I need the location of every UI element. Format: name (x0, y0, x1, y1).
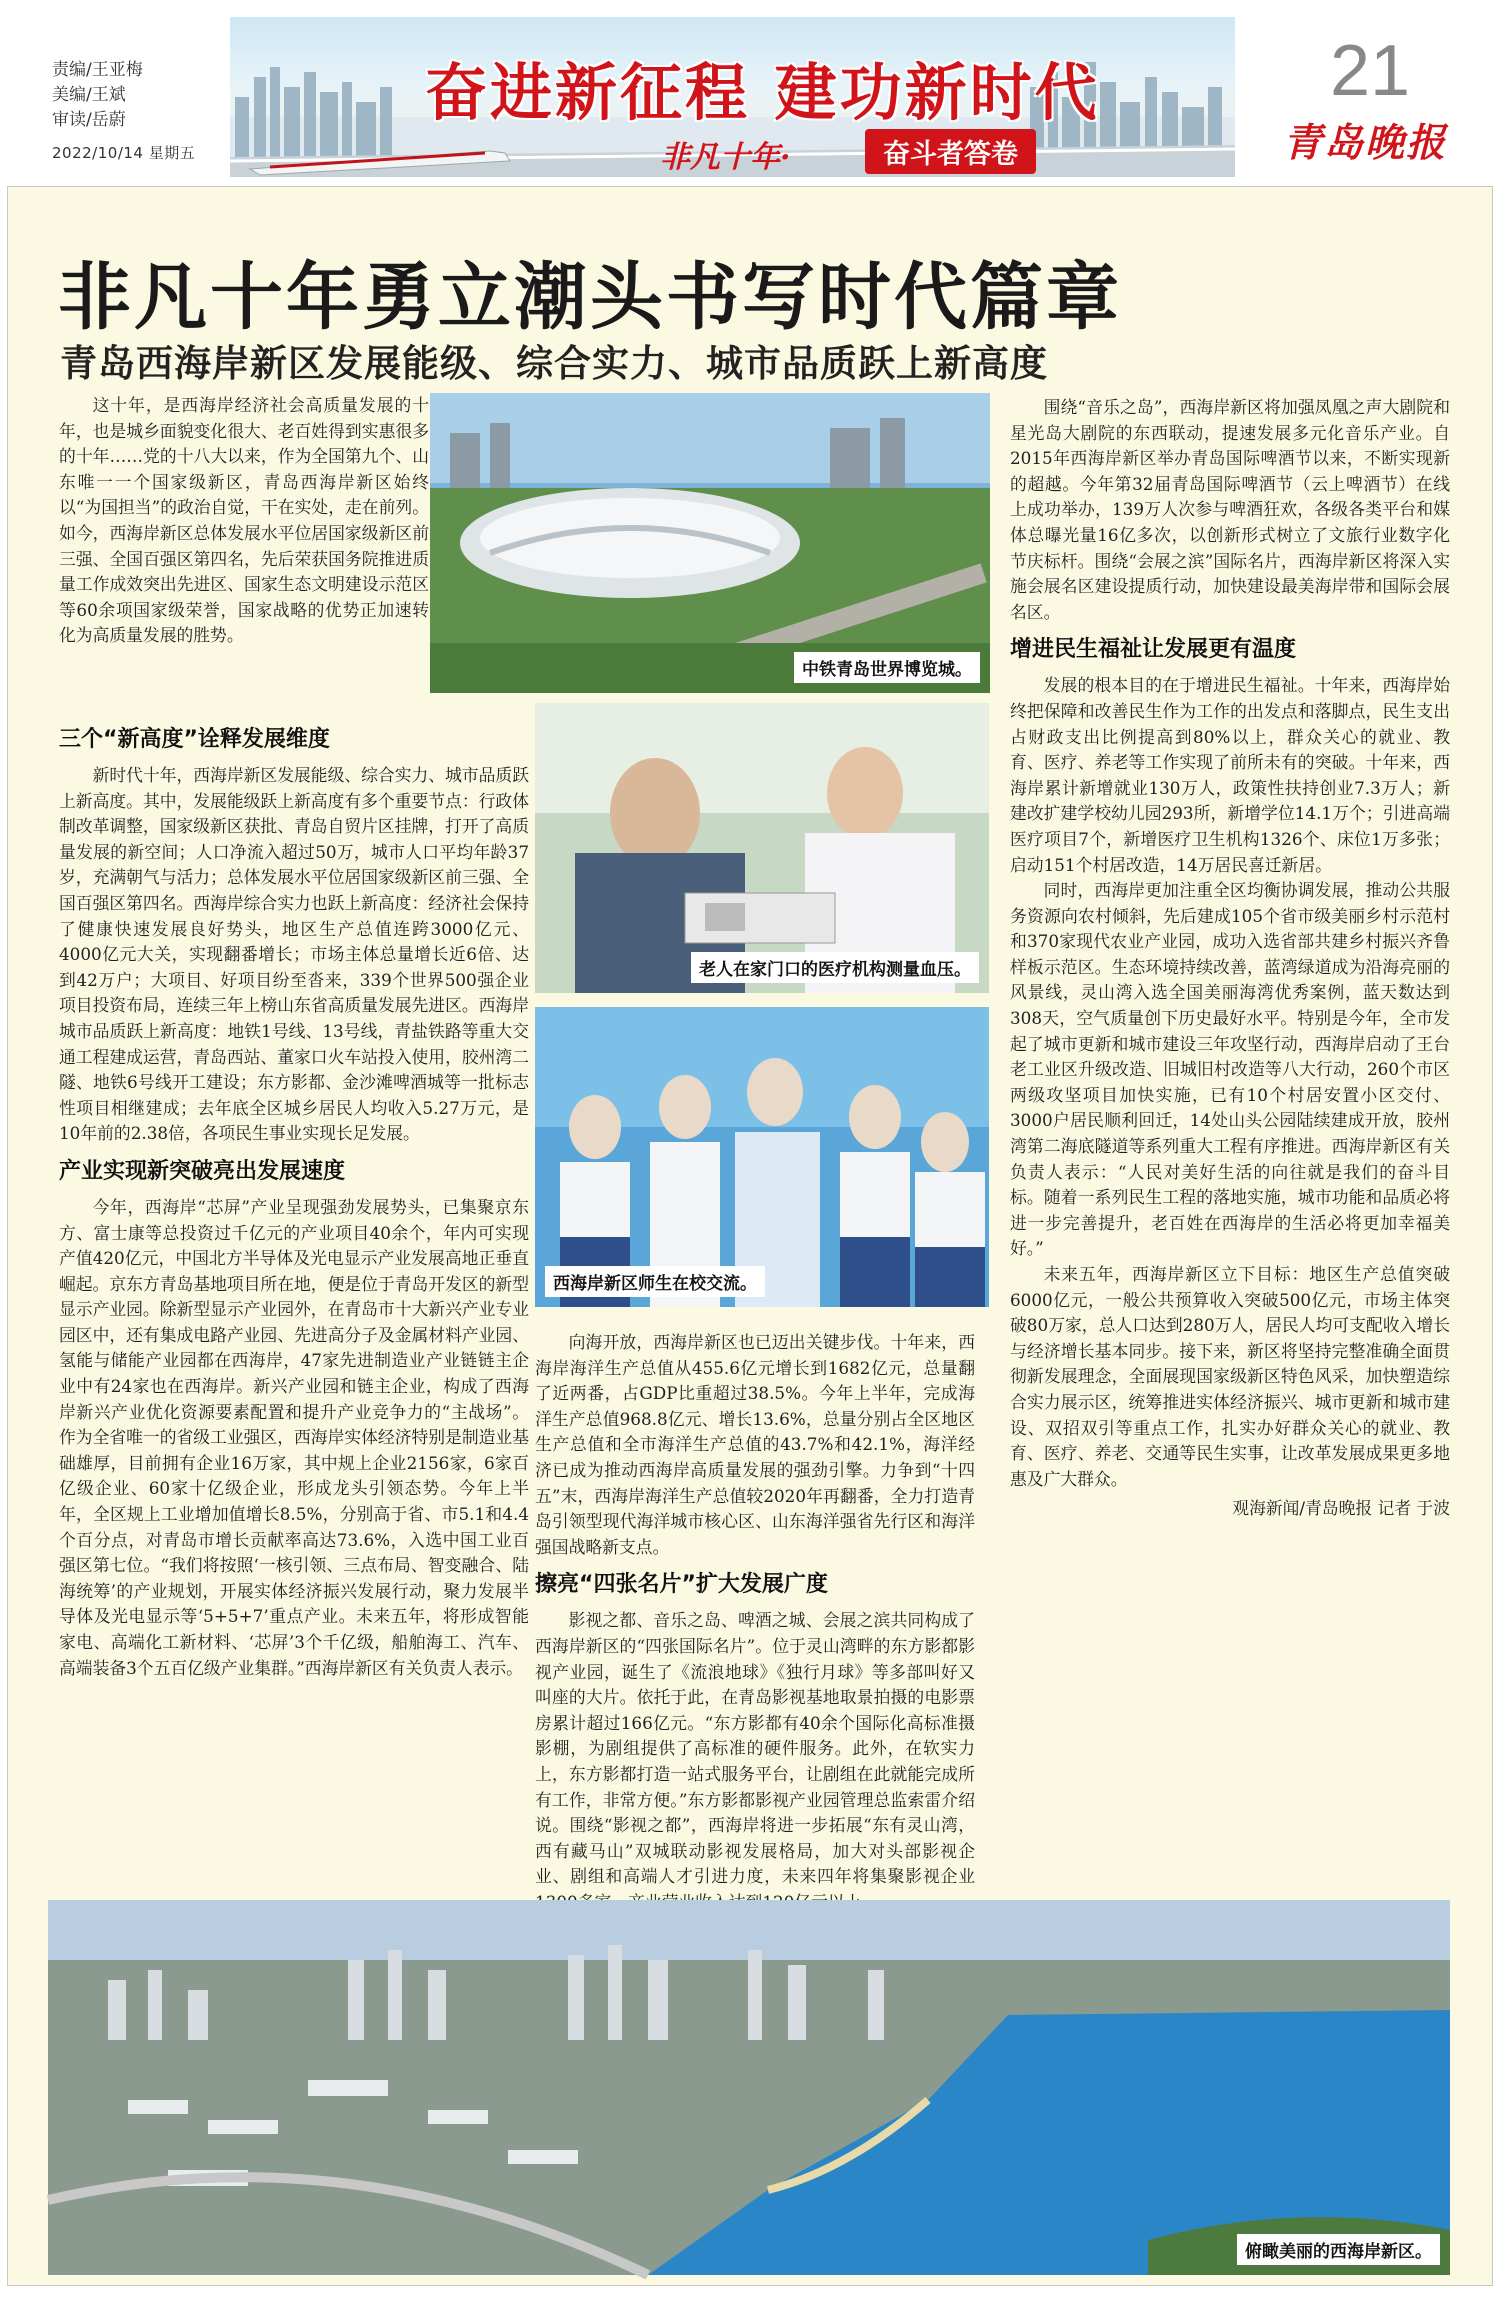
issue-date: 2022/10/14 星期五 (52, 144, 196, 162)
credit-line: 责编/王亚梅 (52, 60, 143, 80)
photo-caption: 中铁青岛世界博览城。 (794, 652, 980, 683)
credit-line: 美编/王斌 (52, 85, 126, 105)
article-column-1-section (59, 715, 529, 1681)
banner-series-tag: 奋斗者答卷 (865, 129, 1036, 174)
section-banner (230, 17, 1235, 177)
article-column-3 (1010, 395, 1450, 1522)
article-subheadline: 青岛西海岸新区发展能级、综合实力、城市品质跃上新高度 (60, 341, 1048, 385)
page-number: 21 (1330, 31, 1411, 111)
body-paragraph: 发展的根本目的在于增进民生福祉。十年来，西海岸始终把保障和改善民生作为工作的出发点和落脚点，民生支出占财政支出比例提高到80%以上，群众关心的就业、教育、医疗、养老等工作实现了前所未有的突破。十年来，西海岸累计新增就业130万人，政策性扶持创业7.3万人；新建改扩建学校幼儿园293所，新增学位14.1万个；引进高端医疗项目7个，新增医疗卫生机构1326个、床位1万多张；启动151个村居改造，14万居民喜迁新居。 (1010, 675, 1450, 875)
editor-credits (52, 58, 222, 166)
body-paragraph: 影视之都、音乐之岛、啤酒之城、会展之滨共同构成了西海岸新区的“四张国际名片”。位于灵山湾畔的东方影都影视产业园，诞生了《流浪地球》《独行月球》等多部叫好又叫座的大片。依托于此，在青岛影视基地取景拍摄的电影票房累计超过166亿元。“东方影都有40余个国际化高标准摄影棚，为剧组提供了高标准的硬件服务。此外，在软实力上，东方影都打造一站式服务平台，让剧组在此就能完成所有工作，非常方便。”东方影都影视产业园管理总监索雷介绍说。围绕“影视之都”，西海岸将进一步拓展“东有灵山湾，西有藏马山”双城联动影视发展格局，加大对头部影视企业、剧组和高端人才引进力度，未来四年将集聚影视企业 (535, 1610, 975, 1887)
expo-illustration (430, 393, 990, 693)
intro-paragraph: 这十年，是西海岸经济社会高质量发展的十年，也是城乡面貌变化很大、老百姓得到实惠很多的十年……党的十八大以来，作为全国第九个、山东唯一一个国家级新区，青岛西海岸新区始终以“为国担当”的政治自觉，干在实处，走在前列。如今，西海岸新区总体发展水平位居国家级新区前三强、全国百强区第四名，先后荣获国务院推进质量工作成效突出先进区、国家生态文明建设示范区等60余项国家级荣誉，国家战略的优势正加速转化为高质量发展的胜势。 (59, 395, 429, 646)
article-byline: 观海新闻/青岛晚报 记者 于波 (1232, 1498, 1450, 1519)
body-paragraph: 未来五年，西海岸新区立下目标：地区生产总值突破6000亿元，一般公共预算收入突破500亿元，市场主体突破80万家，总人口达到280万人，居民人均可支配收入增长与经济增长基本同步。接下来，新区将坚持完整准确全面贯彻新发展理念，全面展现国家级新区特色风采，加快塑造综合实力展示区，统筹推进实体经济振兴、城市更新和城市建设、双招双引等重点工作，扎实办好群众关心的就业、教育、医疗、养老、交通等民生实事，让改革发展成果更多地惠及广大群众。 (1010, 1264, 1450, 1489)
body-paragraph: 向海开放，西海岸新区也已迈出关键步伐。十年来，西海岸海洋生产总值从455.6亿元增长到1682亿元，总量翻了近两番，占GDP比重超过38.5%。今年上半年，完成海洋生产总值968.8亿元、增长13.6%，总量分别占全区地区生产总值和全市海洋生产总值的43.7%和42.1%，海洋经济已成为推动西海岸高质量发展的强劲引擎。力争到“十四五”末，西海岸海洋生产总值较2020年再翻番，全力打造青岛引领型现代海洋城市核心区、山东海洋强省先行区和海洋强国战略新支点。 (535, 1332, 975, 1557)
photo-clinic (535, 703, 989, 993)
article-headline: 非凡十年勇立潮头书写时代篇章 (58, 255, 1122, 340)
section-heading: 三个“新高度”诠释发展维度 (59, 727, 330, 752)
section-heading: 增进民生福祉让发展更有温度 (1010, 637, 1297, 663)
photo-caption: 老人在家门口的医疗机构测量血压。 (691, 952, 979, 983)
photo-caption: 俯瞰美丽的西海岸新区。 (1237, 2234, 1440, 2265)
clinic-illustration (535, 703, 989, 993)
photo-expo-city (430, 393, 990, 693)
photo-school (535, 1007, 989, 1307)
body-paragraph: 新时代十年，西海岸新区发展能级、综合实力、城市品质跃上新高度。其中，发展能级跃上新高度有多个重要节点：行政体制改革调整，国家级新区获批、青岛自贸片区挂牌，打开了高质量发展的新空间；人口净流入超过50万，城市人口平均年龄37岁，充满朝气与活力；总体发展水平位居国家级新区前三强、全国百强区第四名。西海岸综合实力也跃上新高度：经济社会保持了健康快速发展良好势头，地区生产总值连跨3000亿元、4000亿元大关，实现翻番增长；市场主体总量增长近6倍、达到42万户；大项目、好项目纷至沓来，339个世界500强企业项目投资布局，连续三年上榜山东省高质量发展先进区。西海岸城市品质跃上新高度：地铁1号线、13号线，青盐铁路等重大交通工程建成运营，青岛西站、董家口火车站投入使用，胶州湾二隧、地铁6号线开工建设；东方影都、金沙滩啤酒城等一批标志性项目相继建成；去年底全区城乡居民人均收入5.27万元，是10年前的2.38倍，各项民生事业实现长足发展。 (59, 765, 529, 1144)
photo-caption: 西海岸新区师生在校交流。 (545, 1266, 765, 1297)
article-column-1 (59, 393, 429, 649)
school-illustration (535, 1007, 989, 1307)
newspaper-logo: 青岛晚报 (1283, 120, 1448, 166)
banner-slogan: 奋进新征程 建功新时代 (425, 56, 1100, 129)
banner-series: 非凡十年· (660, 140, 791, 175)
section-heading: 产业实现新突破亮出发展速度 (59, 1158, 346, 1184)
body-paragraph: 今年，西海岸“芯屏”产业呈现强劲发展势头，已集聚京东方、富士康等总投资过千亿元的产业项目40余个，年内可实现产值420亿元，中国北方半导体及光电显示产业发展高地正垂直崛起。京东方青岛基地项目所在地，便是位于青岛开发区的新型显示产业园。除新型显示产业园外，在青岛市十大新兴产业专业园区中，还有集成电路产业园、先进高分子及金属材料产业园、氢能与储能产业园都在西海岸，47家先进制造业产业链链主企业中有24家也在西海岸。新兴产业园和链主企业，构成了西海岸新兴产业优化资源要素配置和提升产业竞争力的“主战场”。作为全省唯一的省级工业强区，西海岸实体经济特别是制造业基础雄厚，目前拥有企业16万家，其中规上企业2156家，6家百亿级企业、60家十亿级企业，形成龙头引领态势。今年上半年，全区规上工业增加值增长8.5%，分别高于省、市5.1和4.4个百分点，对青岛市增长贡献率高达73.6%，入选中国工业百强区第七位。“我们将按照‘一核引领、三点布局、智变融合、陆海统筹’的产业规划，开展实体经济振兴发展行动，聚力发展半导体及光电显示等‘5+5+7’重点产业。未来五年，将形成智能家电、高端化工新材料、‘芯屏’3个千亿级，船舶海工、汽车、高端装备3个五百亿级产业集群。”西海岸新区有关负责人表示。 (59, 1196, 529, 1678)
body-paragraph: 同时，西海岸更加注重全区均衡协调发展，推动公共服务资源向农村倾斜，先后建成105个省市级美丽乡村示范村和370家现代农业产业园，成功入选省部共建乡村振兴齐鲁样板示范区。生态环境持续改善，蓝湾绿道成为沿海亮丽的风景线，灵山湾入选全国美丽海湾优秀案例，蓝天数达到308天，空气质量创下历史最好水平。特别是今年，全市发起了城市更新和城市建设三年攻坚行动，西海岸启动了王台老工业区升级改造、旧城旧村改造等八大行动，260个市区两级攻坚项目加快实施，已有10个村居安置小区交付、3000户居民顺利回迁，14处山头公园陆续建成开放，胶州湾第二海底隧道等系列重大工程有序推进。西海岸新区有关负责人表示：“人民对美好生活的向往就是我们的奋斗目标。随着一系列民生工程的落地实施，城市功能和品质必将进一步完善提升，老百姓在西海岸的生活必将更加幸福美好。” (1010, 880, 1450, 1259)
credit-line: 审读/岳蔚 (52, 110, 126, 130)
article-column-2 (535, 1330, 975, 1887)
photo-aerial-view (48, 1900, 1450, 2275)
aerial-illustration (48, 1900, 1450, 2275)
body-paragraph: 围绕“音乐之岛”，西海岸新区将加强凤凰之声大剧院和星光岛大剧院的东西联动，提速发展多元化音乐产业。自2015年西海岸新区举办青岛国际啤酒节以来，不断实现新的超越。今年第32届青岛国际啤酒节（云上啤酒节）在线上成功举办，139万人次参与啤酒狂欢，各级各类平台和媒体总曝光量16亿多次，以创新形式树立了文旅行业数字化节庆标杆。围绕“会展之滨”国际名片，西海岸新区将深入实施会展名区建设提质行动，加快建设最美海岸带和国际会展名区。 (1010, 397, 1450, 622)
section-heading: 擦亮“四张名片”扩大发展广度 (535, 1572, 828, 1598)
